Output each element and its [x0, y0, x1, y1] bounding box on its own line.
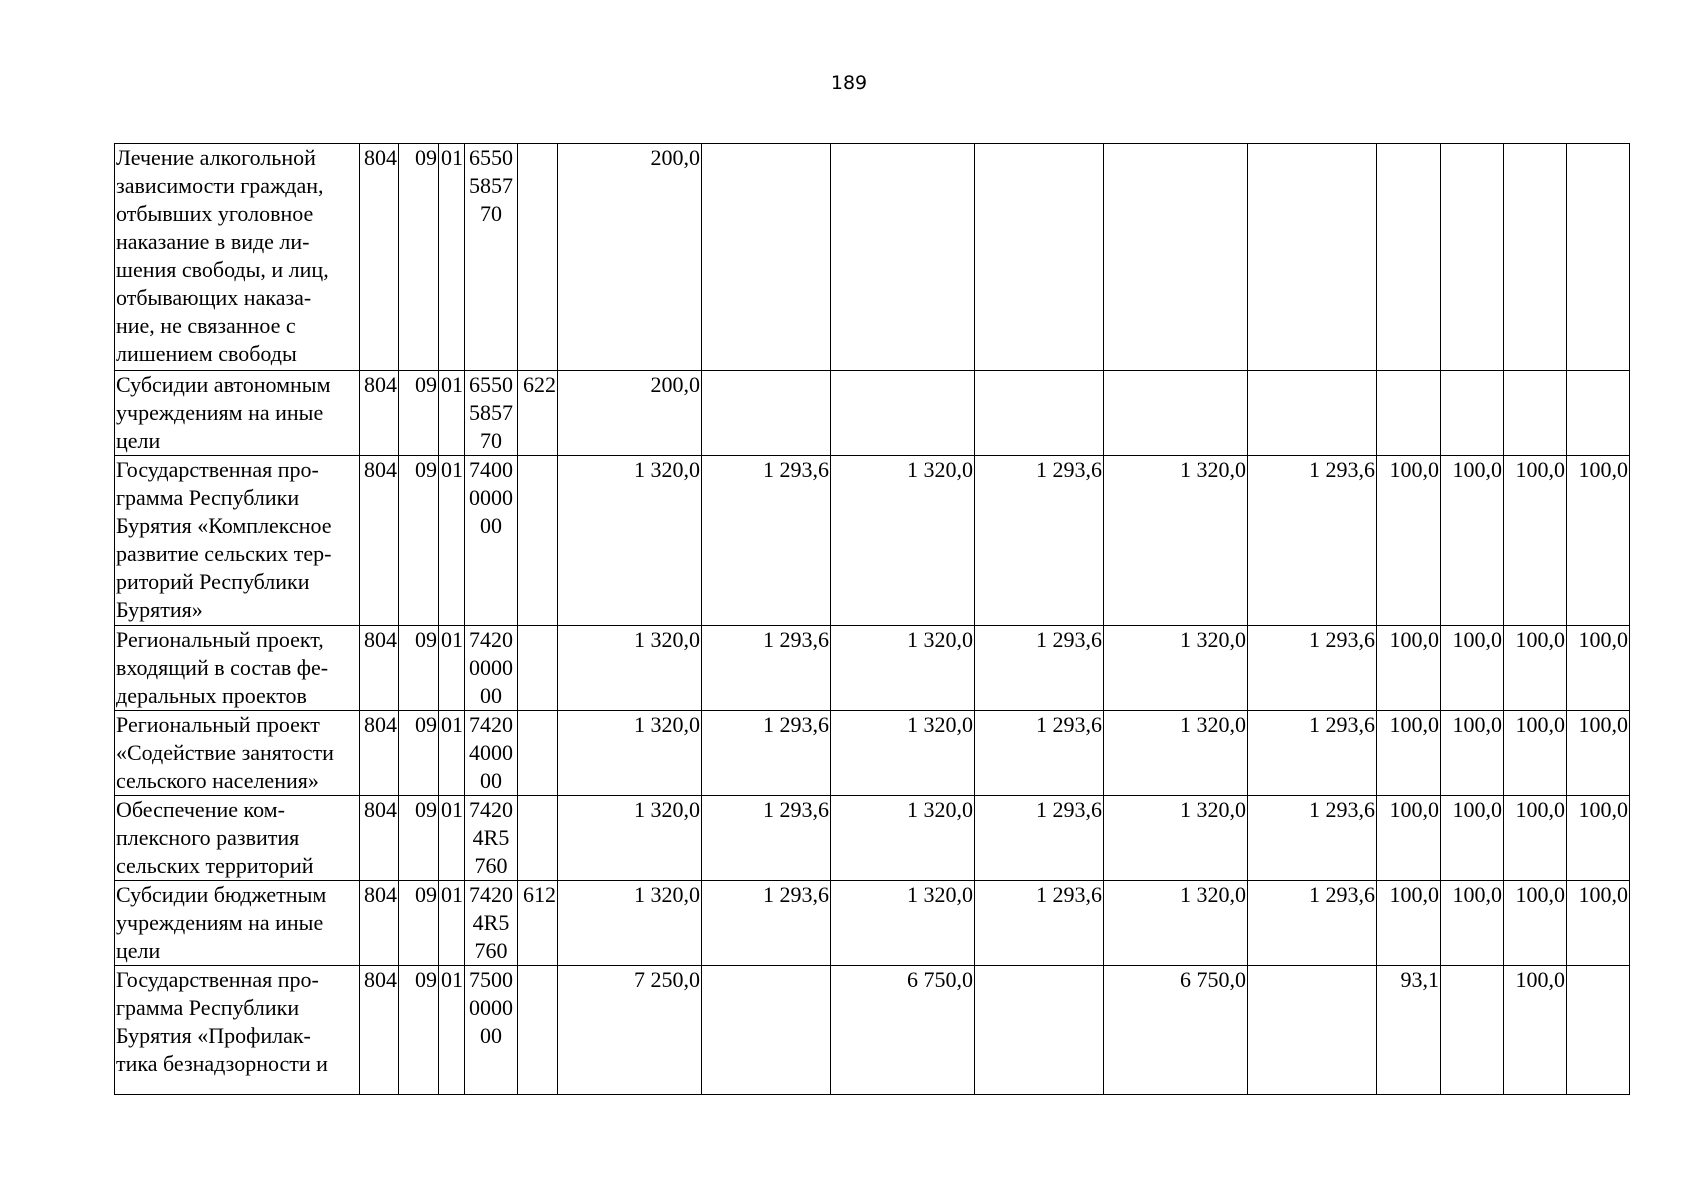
- csr-code-line: 00: [480, 768, 502, 793]
- item-name-line: риторий Республики: [116, 569, 310, 594]
- csr-code-cell: [465, 371, 518, 456]
- item-name-line: Обеспечение ком-: [116, 797, 285, 822]
- item-name-line: наказание в виде ли-: [116, 229, 310, 254]
- table-row: [115, 626, 1630, 711]
- rz-code-cell: 09: [399, 796, 439, 881]
- value-cell: 1 320,0: [558, 626, 702, 711]
- pr-code-cell: 01: [439, 371, 465, 456]
- value-cell: [1567, 371, 1630, 456]
- csr-code-line: 0000: [469, 995, 513, 1020]
- value-cell: 100,0: [1504, 626, 1567, 711]
- csr-code-line: 6550: [469, 372, 513, 397]
- item-name-line: отбывающих наказа-: [116, 285, 312, 310]
- value-cell: 100,0: [1377, 456, 1441, 626]
- gr-code-cell: 804: [360, 796, 399, 881]
- value-cell: 100,0: [1567, 881, 1630, 966]
- value-cell: 1 320,0: [831, 626, 975, 711]
- value-cell: [1441, 371, 1504, 456]
- rz-code-cell: 09: [399, 881, 439, 966]
- item-name-cell: [115, 371, 360, 456]
- item-name-cell: [115, 881, 360, 966]
- pr-code-cell: 01: [439, 966, 465, 1095]
- csr-code-line: 7420: [469, 882, 513, 907]
- value-cell: 1 293,6: [975, 796, 1104, 881]
- item-name-line: плексного развития: [116, 825, 300, 850]
- csr-code-line: 760: [474, 938, 508, 963]
- csr-code-line: 5857: [469, 173, 513, 198]
- value-cell: 100,0: [1504, 966, 1567, 1095]
- value-cell: 100,0: [1504, 456, 1567, 626]
- item-name-line: развитие сельских тер-: [116, 541, 332, 566]
- item-name-line: отбывших уголовное: [116, 201, 314, 226]
- value-cell: 1 293,6: [1248, 711, 1377, 796]
- value-cell: [831, 371, 975, 456]
- value-cell: 100,0: [1441, 456, 1504, 626]
- vr-code-cell: [518, 626, 558, 711]
- item-name-line: тика безнадзорности и: [116, 1051, 328, 1076]
- csr-code-line: 0000: [469, 655, 513, 680]
- value-cell: 1 320,0: [831, 881, 975, 966]
- gr-code-cell: 804: [360, 456, 399, 626]
- csr-code-line: 00: [480, 513, 502, 538]
- item-name-cell: [115, 796, 360, 881]
- value-cell: 6 750,0: [831, 966, 975, 1095]
- csr-code-line: 0000: [469, 485, 513, 510]
- value-cell: [1104, 371, 1248, 456]
- value-cell: 1 320,0: [831, 456, 975, 626]
- csr-code-line: 70: [480, 428, 502, 453]
- value-cell: [975, 371, 1104, 456]
- value-cell: [1441, 966, 1504, 1095]
- table-row: [115, 371, 1630, 456]
- value-cell: 100,0: [1567, 456, 1630, 626]
- item-name-line: грамма Республики: [116, 995, 300, 1020]
- csr-code-line: 7420: [469, 712, 513, 737]
- value-cell: 1 293,6: [1248, 456, 1377, 626]
- value-cell: [1504, 144, 1567, 371]
- value-cell: [975, 966, 1104, 1095]
- item-name-line: Бурятия «Комплексное: [116, 513, 332, 538]
- value-cell: 100,0: [1567, 796, 1630, 881]
- value-cell: [975, 144, 1104, 371]
- pr-code-cell: 01: [439, 796, 465, 881]
- item-name-line: Бурятия»: [116, 597, 203, 622]
- value-cell: [1567, 144, 1630, 371]
- item-name-line: входящий в состав фе-: [116, 655, 329, 680]
- value-cell: 1 320,0: [1104, 796, 1248, 881]
- item-name-line: учреждениям на иные: [116, 400, 324, 425]
- value-cell: 200,0: [558, 144, 702, 371]
- item-name-line: шения свободы, и лиц,: [116, 257, 329, 282]
- csr-code-line: 70: [480, 201, 502, 226]
- item-name-line: Региональный проект: [116, 712, 320, 737]
- value-cell: [1248, 371, 1377, 456]
- value-cell: 100,0: [1377, 796, 1441, 881]
- item-name-cell: [115, 711, 360, 796]
- pr-code-cell: 01: [439, 456, 465, 626]
- value-cell: [1377, 371, 1441, 456]
- value-cell: 100,0: [1567, 711, 1630, 796]
- value-cell: [1104, 144, 1248, 371]
- value-cell: 1 293,6: [975, 881, 1104, 966]
- gr-code-cell: 804: [360, 711, 399, 796]
- value-cell: 1 320,0: [558, 456, 702, 626]
- item-name-line: Государственная про-: [116, 967, 319, 992]
- value-cell: 200,0: [558, 371, 702, 456]
- value-cell: 100,0: [1441, 881, 1504, 966]
- value-cell: 1 320,0: [1104, 456, 1248, 626]
- table-row: [115, 711, 1630, 796]
- vr-code-cell: [518, 796, 558, 881]
- csr-code-line: 5857: [469, 400, 513, 425]
- vr-code-cell: [518, 456, 558, 626]
- value-cell: [1248, 144, 1377, 371]
- csr-code-cell: [465, 456, 518, 626]
- value-cell: 1 320,0: [558, 711, 702, 796]
- csr-code-cell: [465, 144, 518, 371]
- vr-code-cell: 612: [518, 881, 558, 966]
- item-name-line: сельских территорий: [116, 853, 314, 878]
- csr-code-line: 760: [474, 853, 508, 878]
- item-name-line: учреждениям на иные: [116, 910, 324, 935]
- csr-code-cell: [465, 796, 518, 881]
- csr-code-line: 7500: [469, 967, 513, 992]
- gr-code-cell: 804: [360, 966, 399, 1095]
- pr-code-cell: 01: [439, 881, 465, 966]
- csr-code-cell: [465, 626, 518, 711]
- rz-code-cell: 09: [399, 711, 439, 796]
- item-name-cell: [115, 966, 360, 1095]
- value-cell: 100,0: [1567, 626, 1630, 711]
- rz-code-cell: 09: [399, 626, 439, 711]
- budget-table: [114, 143, 1630, 1095]
- value-cell: 1 293,6: [702, 626, 831, 711]
- item-name-cell: [115, 144, 360, 371]
- value-cell: 100,0: [1377, 711, 1441, 796]
- value-cell: 1 320,0: [1104, 626, 1248, 711]
- value-cell: 100,0: [1504, 796, 1567, 881]
- item-name-line: грамма Республики: [116, 485, 300, 510]
- value-cell: 100,0: [1504, 711, 1567, 796]
- table-row: [115, 881, 1630, 966]
- gr-code-cell: 804: [360, 371, 399, 456]
- value-cell: 100,0: [1377, 881, 1441, 966]
- rz-code-cell: 09: [399, 371, 439, 456]
- rz-code-cell: 09: [399, 966, 439, 1095]
- value-cell: 100,0: [1504, 881, 1567, 966]
- item-name-line: сельского населения»: [116, 768, 319, 793]
- vr-code-cell: [518, 966, 558, 1095]
- table-row: [115, 144, 1630, 371]
- item-name-line: Субсидии автономным: [116, 372, 331, 397]
- item-name-line: ние, не связанное с: [116, 313, 296, 338]
- item-name-line: Субсидии бюджетным: [116, 882, 327, 907]
- csr-code-line: 4R5: [472, 910, 510, 935]
- value-cell: 100,0: [1441, 796, 1504, 881]
- vr-code-cell: [518, 711, 558, 796]
- csr-code-cell: [465, 966, 518, 1095]
- item-name-line: зависимости граждан,: [116, 173, 324, 198]
- page-number: 189: [830, 72, 868, 94]
- table-row: [115, 966, 1630, 1095]
- value-cell: [702, 966, 831, 1095]
- value-cell: 1 293,6: [1248, 626, 1377, 711]
- pr-code-cell: 01: [439, 626, 465, 711]
- value-cell: 100,0: [1441, 711, 1504, 796]
- item-name-line: цели: [116, 938, 161, 963]
- value-cell: [1504, 371, 1567, 456]
- csr-code-line: 7420: [469, 627, 513, 652]
- table-row: [115, 456, 1630, 626]
- vr-code-cell: [518, 144, 558, 371]
- gr-code-cell: 804: [360, 144, 399, 371]
- value-cell: [702, 144, 831, 371]
- item-name-line: Лечение алкогольной: [116, 145, 316, 170]
- csr-code-line: 4000: [469, 740, 513, 765]
- value-cell: 1 293,6: [702, 881, 831, 966]
- value-cell: 7 250,0: [558, 966, 702, 1095]
- value-cell: 1 320,0: [831, 711, 975, 796]
- csr-code-line: 00: [480, 1023, 502, 1048]
- value-cell: 6 750,0: [1104, 966, 1248, 1095]
- value-cell: 100,0: [1377, 626, 1441, 711]
- gr-code-cell: 804: [360, 626, 399, 711]
- csr-code-line: 6550: [469, 145, 513, 170]
- csr-code-line: 00: [480, 683, 502, 708]
- gr-code-cell: 804: [360, 881, 399, 966]
- value-cell: 1 320,0: [558, 881, 702, 966]
- value-cell: [1377, 144, 1441, 371]
- value-cell: 1 293,6: [1248, 796, 1377, 881]
- value-cell: 100,0: [1441, 626, 1504, 711]
- rz-code-cell: 09: [399, 144, 439, 371]
- csr-code-line: 7420: [469, 797, 513, 822]
- pr-code-cell: 01: [439, 144, 465, 371]
- table-row: [115, 796, 1630, 881]
- value-cell: 1 293,6: [702, 796, 831, 881]
- value-cell: [1248, 966, 1377, 1095]
- csr-code-line: 4R5: [472, 825, 510, 850]
- item-name-line: «Содействие занятости: [116, 740, 334, 765]
- value-cell: 1 293,6: [975, 711, 1104, 796]
- value-cell: 1 293,6: [1248, 881, 1377, 966]
- value-cell: 1 293,6: [702, 711, 831, 796]
- item-name-line: лишением свободы: [116, 341, 297, 366]
- item-name-line: Региональный проект,: [116, 627, 324, 652]
- value-cell: [1567, 966, 1630, 1095]
- csr-code-cell: [465, 881, 518, 966]
- item-name-line: Бурятия «Профилак-: [116, 1023, 311, 1048]
- value-cell: 1 320,0: [558, 796, 702, 881]
- item-name-cell: [115, 456, 360, 626]
- value-cell: 93,1: [1377, 966, 1441, 1095]
- rz-code-cell: 09: [399, 456, 439, 626]
- item-name-cell: [115, 626, 360, 711]
- value-cell: 1 293,6: [975, 626, 1104, 711]
- value-cell: 1 320,0: [1104, 881, 1248, 966]
- item-name-line: деральных проектов: [116, 683, 307, 708]
- vr-code-cell: 622: [518, 371, 558, 456]
- item-name-line: Государственная про-: [116, 457, 319, 482]
- value-cell: [1441, 144, 1504, 371]
- csr-code-line: 7400: [469, 457, 513, 482]
- value-cell: [702, 371, 831, 456]
- value-cell: 1 293,6: [702, 456, 831, 626]
- value-cell: 1 293,6: [975, 456, 1104, 626]
- value-cell: 1 320,0: [831, 796, 975, 881]
- csr-code-cell: [465, 711, 518, 796]
- value-cell: 1 320,0: [1104, 711, 1248, 796]
- pr-code-cell: 01: [439, 711, 465, 796]
- value-cell: [831, 144, 975, 371]
- item-name-line: цели: [116, 428, 161, 453]
